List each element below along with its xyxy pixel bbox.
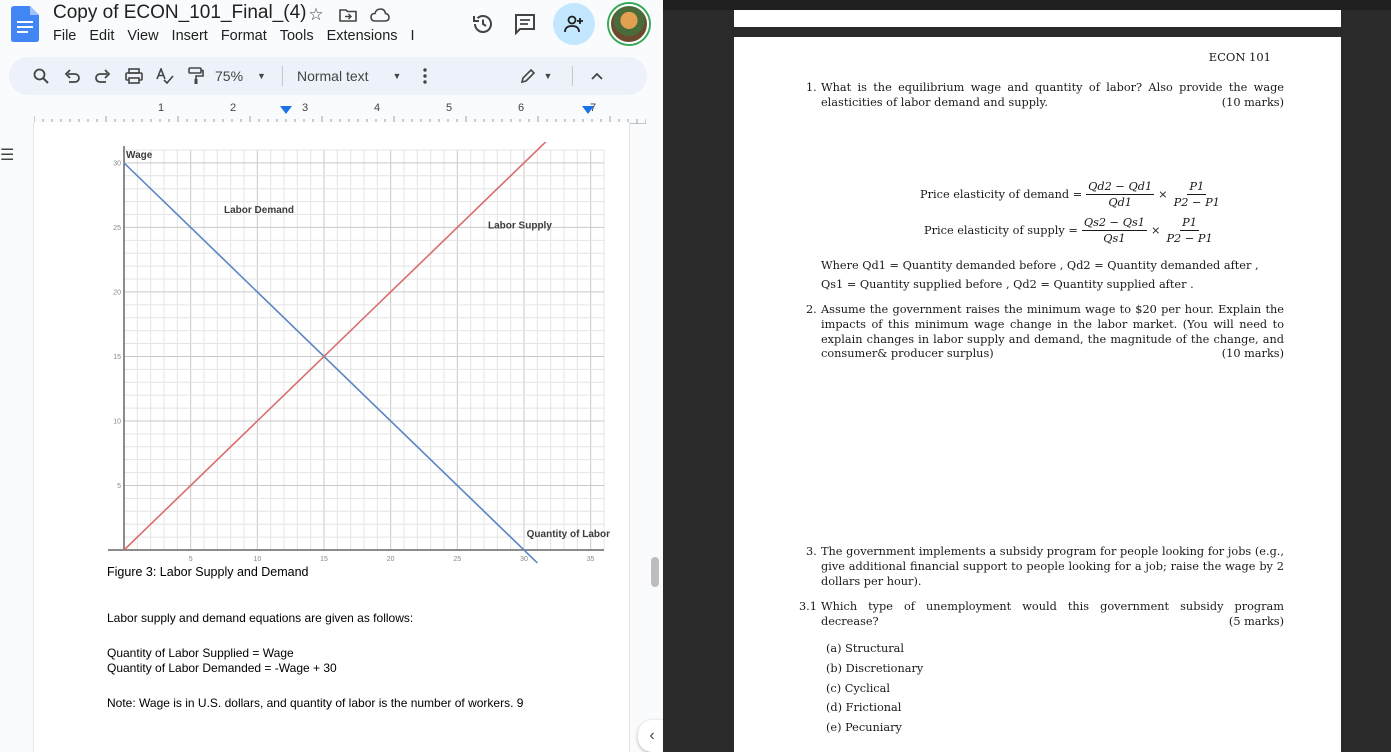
- paragraph-style-select[interactable]: [297, 68, 402, 84]
- undo-icon[interactable]: [56, 64, 87, 88]
- document-page[interactable]: [33, 122, 630, 752]
- question-marks: (10 marks): [1221, 347, 1284, 361]
- pdf-toolbar-strip: [663, 0, 1391, 10]
- paragraph-style-value: Normal text: [296, 68, 369, 84]
- option-b: (b) Discretionary: [826, 662, 924, 675]
- docs-logo-icon[interactable]: [11, 6, 39, 42]
- option-d: (d) Frictional: [826, 701, 902, 714]
- ruler-number: 6: [518, 102, 525, 114]
- labor-market-chart: [104, 142, 624, 567]
- question-number: 3.1: [799, 600, 817, 613]
- x-tick-label: 35: [586, 556, 595, 563]
- zoom-value: 75%: [215, 68, 244, 84]
- star-icon[interactable]: ☆: [308, 5, 324, 24]
- x-axis-label: Quantity of Labor: [526, 529, 611, 541]
- redo-icon[interactable]: [87, 64, 118, 88]
- y-axis-label: Wage: [126, 150, 153, 161]
- menu-format[interactable]: Format: [220, 28, 267, 44]
- toolbar: [9, 57, 647, 95]
- x-tick-label: 20: [386, 556, 395, 563]
- right-indent-marker[interactable]: [582, 106, 594, 114]
- intro-paragraph: Labor supply and demand equations are given as follows:: [107, 611, 414, 625]
- menu-edit[interactable]: Edit: [89, 28, 115, 44]
- docs-window: [0, 0, 663, 752]
- toolbar-divider: [282, 66, 283, 86]
- formula-label: Price elasticity of demand =: [920, 188, 1083, 201]
- hide-menus-chevron-up-icon[interactable]: [581, 64, 612, 88]
- question-3: [806, 545, 1284, 589]
- question-text: The government implements a subsidy program for people looking for jobs (e.g., give additional financial support to people looking for a job; raise the wage by 2 dollars per hour).: [821, 545, 1284, 588]
- menu-extensions[interactable]: Extensions: [326, 28, 398, 44]
- spellcheck-icon[interactable]: [149, 64, 180, 88]
- question-1: [806, 81, 1284, 111]
- formula-denominator: Qs1: [1103, 232, 1126, 245]
- menu-tools[interactable]: Tools: [279, 28, 314, 44]
- x-tick-label: 10: [253, 556, 262, 563]
- supply-equation: Quantity of Labor Supplied = Wage: [107, 646, 294, 660]
- zoom-select[interactable]: [215, 68, 266, 84]
- ruler-number: 7: [590, 102, 597, 114]
- editing-mode-pencil-icon[interactable]: [512, 64, 543, 88]
- chevron-down-icon: ▼: [392, 71, 402, 81]
- document-title[interactable]: Copy of ECON_101_Final_(4): [53, 2, 307, 23]
- horizontal-ruler[interactable]: [34, 104, 646, 122]
- menu-insert[interactable]: Insert: [171, 28, 208, 44]
- formula-label: Price elasticity of supply =: [924, 224, 1078, 237]
- y-tick-label: 15: [113, 353, 121, 361]
- menu-help-truncated[interactable]: I: [410, 28, 415, 44]
- ruler-number: 4: [374, 102, 381, 114]
- formula-denominator: Qd1: [1108, 196, 1132, 209]
- ruler-number: 2: [230, 102, 237, 114]
- option-c: (c) Cyclical: [826, 682, 890, 695]
- series-label-labor-supply: Labor Supply: [488, 220, 552, 232]
- chevron-down-icon: ▼: [257, 71, 266, 81]
- question-number: 1.: [806, 81, 817, 94]
- option-e: (e) Pecuniary: [826, 721, 902, 734]
- formula-numerator: P1: [1189, 180, 1205, 193]
- series-label-labor-demand: Labor Demand: [224, 205, 295, 217]
- pdf-viewer: [663, 0, 1391, 752]
- y-tick-label: 10: [113, 418, 121, 426]
- y-tick-label: 5: [117, 482, 121, 490]
- question-text: What is the equilibrium wage and quantity of labor? Also provide the wage elasticities of labor demand and supply.: [821, 81, 1284, 109]
- x-tick-label: 15: [320, 556, 328, 563]
- document-outline-icon[interactable]: ☰: [0, 147, 15, 164]
- question-number: 3.: [806, 545, 817, 558]
- menu-bar: [53, 28, 428, 44]
- menu-file[interactable]: File: [53, 28, 77, 44]
- supply-elasticity-formula: [924, 216, 1219, 245]
- version-history-icon[interactable]: [469, 10, 497, 38]
- note-paragraph: Note: Wage is in U.S. dollars, and quantity of labor is the number of workers. 9: [107, 696, 524, 710]
- formula-denominator: P2 − P1: [1173, 196, 1220, 209]
- search-menus-icon[interactable]: [25, 64, 56, 88]
- question-text: Assume the government raises the minimum wage to $20 per hour. Explain the impacts of this minimum wage change in the labor market. (You will need to explain changes in labor supply and demand, the magnitude of the change, and consumer& producer surplus): [821, 303, 1284, 361]
- where-line-2: Qs1 = Quantity supplied before , Qd2 = Quantity supplied after .: [821, 278, 1194, 291]
- question-number: 2.: [806, 303, 817, 316]
- question-marks: (10 marks): [1221, 95, 1284, 109]
- left-indent-marker[interactable]: [280, 106, 292, 114]
- side-panel-toggle-chevron-left-icon[interactable]: ‹: [638, 720, 663, 752]
- ruler-number: 5: [446, 102, 453, 114]
- formula-numerator: P1: [1182, 216, 1197, 229]
- pdf-page: [734, 37, 1341, 752]
- y-tick-label: 25: [113, 224, 121, 232]
- menu-view[interactable]: View: [127, 28, 159, 44]
- formula-numerator: Qs2 − Qs1: [1083, 216, 1145, 229]
- question-3-1: [799, 600, 1284, 630]
- demand-elasticity-formula: [920, 180, 1226, 209]
- chevron-down-icon[interactable]: ▼: [543, 71, 553, 81]
- question-text: Which type of unemployment would this government subsidy program decrease?: [821, 600, 1284, 628]
- paint-format-icon[interactable]: [180, 64, 211, 88]
- y-tick-label: 20: [113, 289, 121, 297]
- times-sign: ×: [1158, 188, 1168, 201]
- add-person-icon: [564, 15, 584, 33]
- formula-numerator: Qd2 − Qd1: [1088, 180, 1153, 193]
- option-a: (a) Structural: [826, 642, 904, 655]
- times-sign: ×: [1150, 224, 1161, 237]
- demand-equation: Quantity of Labor Demanded = -Wage + 30: [107, 661, 337, 675]
- print-icon[interactable]: [118, 64, 149, 88]
- scrollbar-thumb[interactable]: [651, 557, 659, 587]
- cloud-status-icon[interactable]: [369, 4, 391, 26]
- question-2: [806, 303, 1284, 362]
- comments-icon[interactable]: [511, 10, 539, 38]
- ruler-number: 3: [302, 102, 309, 114]
- x-tick-label: 30: [520, 556, 528, 563]
- x-tick-label: 25: [453, 556, 462, 563]
- more-options-icon[interactable]: [409, 64, 440, 88]
- toolbar-divider: [572, 66, 573, 86]
- figure-caption: Figure 3: Labor Supply and Demand: [107, 565, 309, 579]
- x-tick-label: 5: [188, 556, 193, 563]
- move-folder-icon[interactable]: [337, 4, 359, 26]
- y-tick-label: 30: [113, 160, 121, 168]
- formula-denominator: P2 − P1: [1166, 232, 1213, 245]
- page-header: ECON 101: [1208, 50, 1271, 64]
- where-line-1: Where Qd1 = Quantity demanded before , Qd2 = Quantity demanded after ,: [821, 259, 1259, 272]
- user-avatar[interactable]: [609, 4, 649, 44]
- question-marks: (5 marks): [1228, 614, 1284, 628]
- previous-page-bottom: [734, 10, 1341, 27]
- ruler-number: 1: [158, 102, 165, 114]
- share-button[interactable]: [553, 3, 595, 45]
